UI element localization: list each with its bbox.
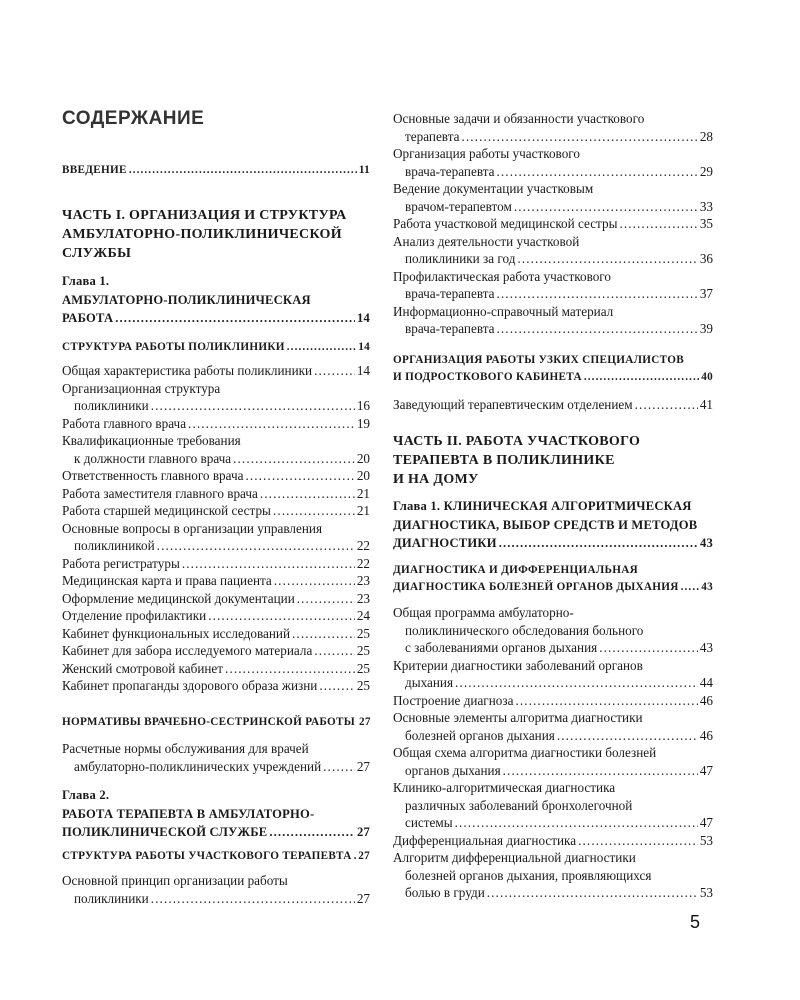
toc-entry[interactable]: Работа главного врача ..... 19: [62, 415, 370, 433]
toc-entry[interactable]: Клинико-алгоритмическая диагностика: [393, 780, 616, 795]
toc-entry[interactable]: Работа заместителя главного врача ..... 21: [62, 485, 370, 503]
page-number: 5: [690, 912, 701, 932]
leader-dots: [269, 823, 355, 842]
leader-dots: [292, 625, 355, 643]
toc-entry[interactable]: Общая программа амбулаторно-: [393, 605, 574, 620]
leader-dots: [151, 890, 355, 908]
leader-dots: [635, 396, 698, 414]
leader-dots: [188, 415, 355, 433]
leader-dots: [314, 642, 354, 660]
leader-dots: [461, 128, 697, 146]
leader-dots: [497, 320, 698, 338]
toc-entry[interactable]: Основные вопросы в организации управления: [62, 520, 323, 536]
toc-entry[interactable]: Квалификационные требования: [62, 433, 241, 448]
toc-section-structure[interactable]: СТРУКТУРА РАБОТЫ ПОЛИКЛИНИКИ ..... 14: [62, 339, 370, 356]
toc-entry[interactable]: Основные задачи и обязанности участкового: [393, 111, 645, 126]
leader-dots: [497, 285, 698, 303]
toc-entry[interactable]: Отделение профилактики ..... 24: [62, 607, 370, 625]
toc-entry[interactable]: Алгоритм дифференциальной диагностики: [393, 850, 636, 865]
toc-entry[interactable]: Ведение документации участковым: [393, 181, 594, 196]
toc-part-1[interactable]: ЧАСТЬ I. ОРГАНИЗАЦИЯ И СТРУКТУРА АМБУЛАТОРНО-ПОЛИКЛИНИЧЕСКОЙ СЛУЖБЫ: [62, 208, 347, 261]
leader-dots: [260, 485, 355, 503]
leader-dots: [499, 534, 698, 553]
toc-entries-continued: Основные задачи и обязанности участкового терапевта ..... 28 Организация работы участкового врача-терапевта ..... 29 Ведение документации участковым врачом-терапевтом ..... 33 Работа участковой медицинской сестры ..... 35 Анализ деятельности участковой поликлиники за год ..... 36 Профилактическая работа участкового врача-терапевта ..... 37 Информационно-справочный материал врача-терапевта ..... 39: [393, 110, 713, 338]
leader-dots: [323, 758, 355, 776]
leader-dots: [455, 674, 698, 692]
leader-dots: [233, 450, 355, 468]
leader-dots: [225, 660, 355, 678]
toc-entry[interactable]: Основные элементы алгоритма диагностики: [393, 710, 643, 725]
toc-entry[interactable]: Профилактическая работа участкового: [393, 268, 611, 284]
leader-dots: [514, 198, 698, 216]
toc-entry[interactable]: Информационно-справочный материал: [393, 303, 614, 319]
leader-dots: [287, 339, 356, 356]
leader-dots: [157, 537, 355, 555]
toc-entry[interactable]: Построение диагноза ..... 46: [393, 692, 713, 710]
leader-dots: [354, 848, 357, 865]
leader-dots: [503, 762, 698, 780]
toc-entries-norms: Расчетные нормы обслуживания для врачей амбулаторно-поликлинических учреждений ..... 27: [62, 740, 370, 775]
toc-entry[interactable]: Работа регистратуры ..... 22: [62, 555, 370, 573]
toc-entry[interactable]: Расчетные нормы обслуживания для врачей: [62, 741, 309, 756]
toc-entry[interactable]: Общая характеристика работы поликлиники ..... 14: [62, 362, 370, 380]
toc-entries-specialists: [393, 396, 713, 414]
toc-entry[interactable]: Медицинская карта и права пациента ..... 23: [62, 572, 370, 590]
toc-entry[interactable]: Заведующий терапевтическим отделением ..... 41: [393, 396, 713, 414]
toc-section-respiratory[interactable]: ДИАГНОСТИКА И ДИФФЕРЕНЦИАЛЬНАЯ ДИАГНОСТИКА БОЛЕЗНЕЙ ОРГАНОВ ДЫХАНИЯ ..... 43: [393, 562, 713, 596]
leader-dots: [455, 814, 698, 832]
leader-dots: [151, 397, 355, 415]
leader-dots: [517, 250, 697, 268]
toc-entry[interactable]: Дифференциальная диагностика ..... 53: [393, 832, 713, 850]
toc-entry[interactable]: Критерии диагностики заболеваний органов: [393, 657, 643, 673]
leader-dots: [584, 369, 699, 386]
toc-section-norms[interactable]: НОРМАТИВЫ ВРАЧЕБНО-СЕСТРИНСКОЙ РАБОТЫ 27: [62, 716, 371, 728]
toc-part2-chapter-1[interactable]: Глава 1. КЛИНИЧЕСКАЯ АЛГОРИТМИЧЕСКАЯ ДИАГНОСТИКА, ВЫБОР СРЕДСТВ И МЕТОДОВ ДИАГНОСТИКИ ..... 43: [393, 497, 713, 553]
leader-dots: [319, 677, 354, 695]
leader-dots: [681, 579, 700, 596]
toc-entry[interactable]: Кабинет пропаганды здорового образа жизни ..... 25: [62, 677, 370, 695]
leader-dots: [578, 832, 698, 850]
toc-part-2[interactable]: ЧАСТЬ II. РАБОТА УЧАСТКОВОГО ТЕРАПЕВТА В ПОЛИКЛИНИКЕ И НА ДОМУ: [393, 434, 641, 487]
page-title: СОДЕРЖАНИЕ: [62, 108, 205, 129]
toc-entries-respiratory: Общая программа амбулаторно- поликлинического обследования больного с заболеваниями органов дыхания ..... 43 Критерии диагностики заболеваний органов дыхания ..... 44 Построение диагноза ..... 46 Основные элементы алгоритма диагностики болезней органов дыхания ..... 46 Общая схема алгоритма диагностики болезней органов дыхания ..... 47 Клинико-алгоритмическая диагностика различных заболеваний бронхолегочной системы ..... 47 Дифференциальная диагностика ..... 53 Алгоритм дифференциальной диагностики болезней органов дыхания, проявляющихся болью в груди ..... 53: [393, 604, 713, 902]
leader-dots: [599, 639, 698, 657]
toc-entry[interactable]: Кабинет для забора исследуемого материала ..... 25: [62, 642, 370, 660]
toc-introduction[interactable]: ВВЕДЕНИЕ ..... 11: [62, 162, 370, 179]
leader-dots: [515, 692, 697, 710]
toc-entry[interactable]: Оформление медицинской документации ..... 23: [62, 590, 370, 608]
toc-entries-district: Основной принцип организации работы поликлиники ..... 27: [62, 872, 370, 907]
leader-dots: [497, 163, 698, 181]
leader-dots: [273, 502, 355, 520]
toc-entry[interactable]: Общая схема алгоритма диагностики болезней: [393, 745, 657, 760]
leader-dots: [487, 884, 698, 902]
toc-section-district-therapist[interactable]: СТРУКТУРА РАБОТЫ УЧАСТКОВОГО ТЕРАПЕВТА ..... 27: [62, 848, 370, 865]
toc-entry[interactable]: Анализ деятельности участковой: [393, 233, 580, 249]
leader-dots: [314, 362, 355, 380]
toc-entry[interactable]: Организация работы участкового: [393, 146, 580, 161]
toc-chapter-1[interactable]: Глава 1. АМБУЛАТОРНО-ПОЛИКЛИНИЧЕСКАЯ РАБОТА ..... 14: [62, 272, 370, 328]
toc-entry[interactable]: Основной принцип организации работы: [62, 873, 288, 888]
toc-section-specialists[interactable]: ОРГАНИЗАЦИЯ РАБОТЫ УЗКИХ СПЕЦИАЛИСТОВ И ПОДРОСТКОВОГО КАБИНЕТА ..... 40: [393, 352, 713, 386]
leader-dots: [297, 590, 355, 608]
toc-entry[interactable]: Работа старшей медицинской сестры ..... 21: [62, 502, 370, 520]
toc-entry[interactable]: Работа участковой медицинской сестры ..... 35: [393, 215, 713, 233]
leader-dots: [619, 215, 697, 233]
toc-entry[interactable]: Организационная структура: [62, 380, 221, 396]
toc-entries-structure: Общая характеристика работы поликлиники ..... 14 Организационная структура поликлиники ..... 16 Работа главного врача ..... 19 Квалификационные требования к должности главного врача ..... 20 Ответственность главного врача ..... 20 Работа заместителя главного врача ..... 21 Работа старшей медицинской сестры ..... 21 Основные вопросы в организации управления поликлиникой ..... 22 Работа регистратуры ..... 22 Медицинская карта и права пациента ..... 23 Оформление медицинской документации ..... 23 Отделение профилактики ..... 24 Кабинет функциональных исследований ..... 25 Кабинет для забора исследуемого материала ..... 25 Женский смотровой кабинет ..... 25 Кабинет пропаганды здорового образа жизни ..... 25: [62, 362, 370, 695]
leader-dots: [182, 555, 355, 573]
toc-entry[interactable]: Женский смотровой кабинет ..... 25: [62, 660, 370, 678]
leader-dots: [208, 607, 355, 625]
leader-dots: [274, 572, 355, 590]
toc-chapter-2[interactable]: Глава 2. РАБОТА ТЕРАПЕВТА В АМБУЛАТОРНО- ПОЛИКЛИНИЧЕСКОЙ СЛУЖБЕ ..... 27: [62, 786, 370, 842]
leader-dots: [115, 309, 355, 328]
leader-dots: [245, 467, 354, 485]
leader-dots: [557, 727, 698, 745]
toc-entry[interactable]: Кабинет функциональных исследований ..... 25: [62, 625, 370, 643]
toc-entry[interactable]: Ответственность главного врача ..... 20: [62, 467, 370, 485]
leader-dots: [129, 162, 357, 179]
